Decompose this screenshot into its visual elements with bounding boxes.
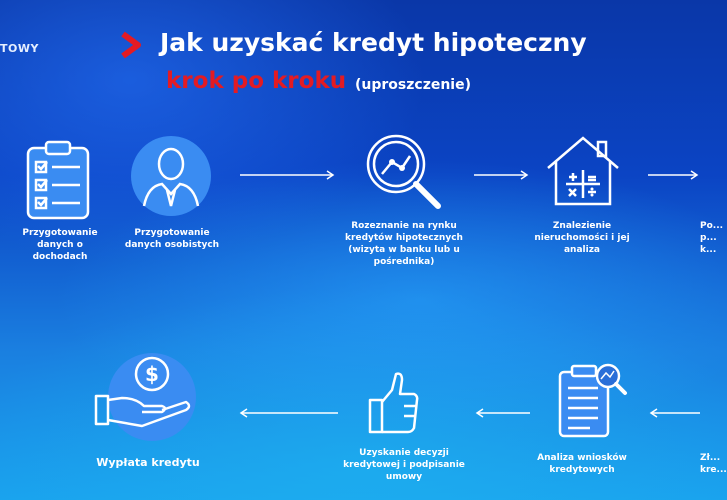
- page-subtitle: krok po kroku: [166, 68, 347, 94]
- step-label-market-research: Rozeznanie na rynku kredytów hipotecznych (wizyta w banku lub u pośrednika): [345, 221, 463, 267]
- arrow-right-icon: [240, 170, 336, 180]
- chevron-right-icon: [120, 32, 142, 58]
- step-label-cutoff-top: Po... p... k...: [700, 221, 724, 255]
- arrow-right-icon: [648, 170, 700, 180]
- step-label-payout: Wypłata kredytu: [96, 456, 200, 469]
- step-label-income-data: Przygotowanie danych o dochodach: [22, 228, 98, 262]
- thumbs-up-icon: [368, 370, 420, 436]
- arrow-left-icon: [648, 408, 700, 418]
- svg-text:$: $: [145, 362, 159, 386]
- person-avatar-icon: [130, 134, 212, 218]
- step-label-cutoff-bottom: Zł... kre...: [700, 453, 727, 475]
- page-title: Jak uzyskać kredyt hipoteczny: [160, 28, 587, 57]
- arrow-left-icon: [238, 408, 338, 418]
- step-label-property-search: Znalezienie nieruchomości i jej analiza: [534, 221, 630, 255]
- step-label-credit-decision: Uzyskanie decyzji kredytowej i podpisanie umowy: [343, 448, 465, 482]
- arrow-left-icon: [474, 408, 530, 418]
- arrow-right-icon: [474, 170, 530, 180]
- checklist-clipboard-icon: [22, 140, 94, 220]
- title-note: (uproszczenie): [355, 77, 471, 93]
- magnifier-chart-icon: [362, 132, 446, 212]
- brand-text: TOWY: [0, 42, 39, 55]
- step-label-personal-data: Przygotowanie danych osobistych: [124, 228, 220, 250]
- house-calculator-icon: [544, 134, 622, 208]
- hand-coin-icon: [92, 352, 198, 442]
- step-label-application-analysis: Analiza wniosków kredytowych: [537, 453, 627, 475]
- clipboard-magnifier-icon: [554, 362, 630, 440]
